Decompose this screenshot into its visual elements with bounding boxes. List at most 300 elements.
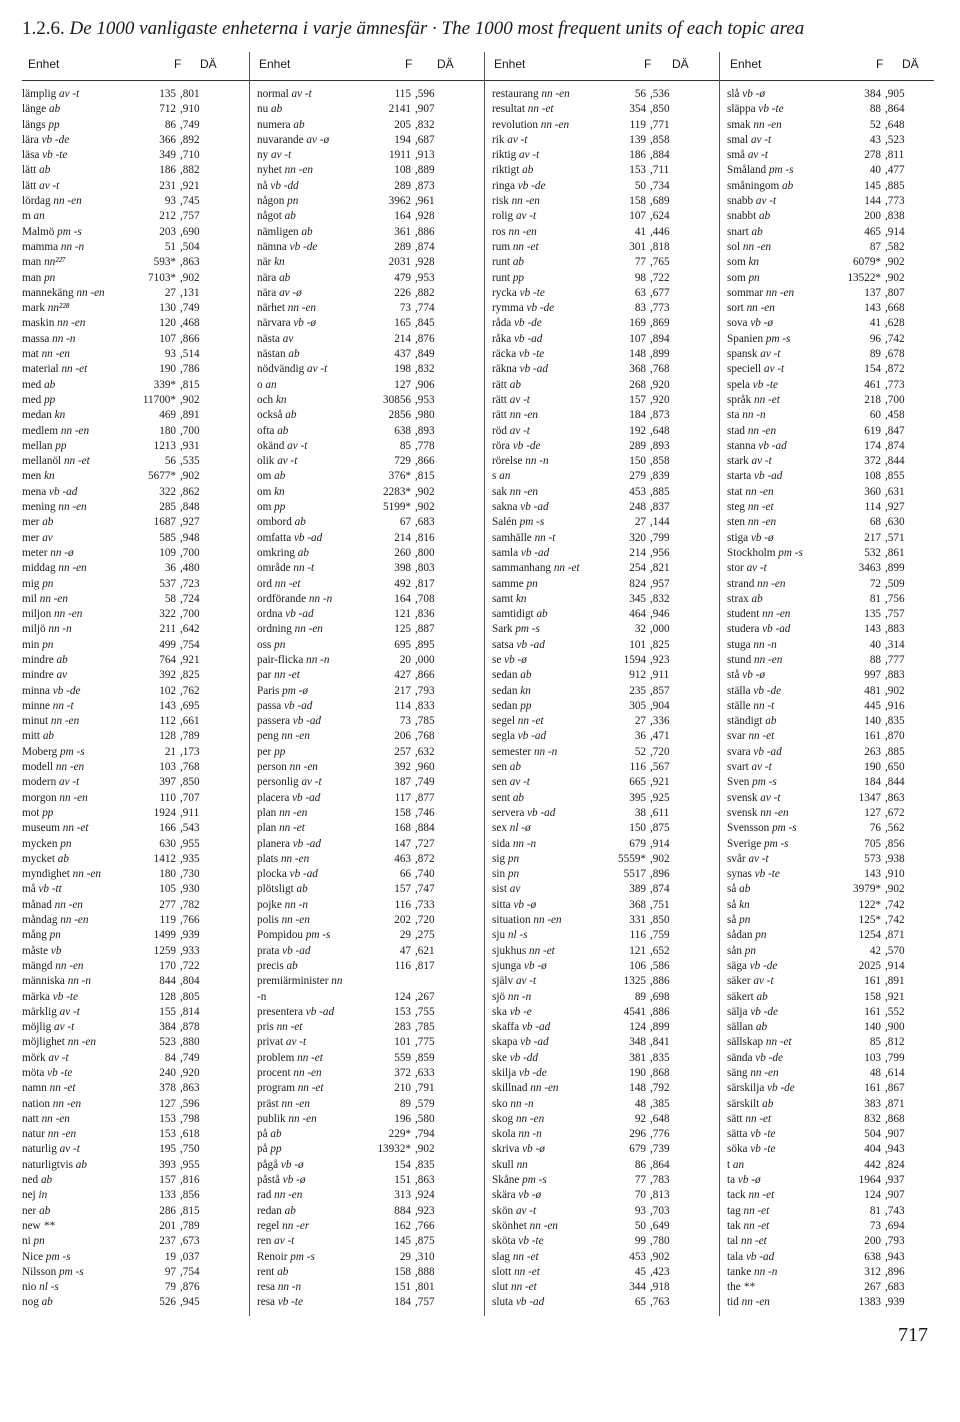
- entry-word: [257, 561, 314, 576]
- list-item: [492, 1280, 712, 1295]
- entry-pos: nn -n: [512, 837, 537, 850]
- entry-lemma: sent: [492, 791, 511, 804]
- entry-word: [257, 592, 332, 607]
- entry-frequency: 153: [159, 1128, 176, 1141]
- entry-frequency: 301: [629, 240, 646, 253]
- list-item: [257, 378, 477, 393]
- entry-pos: vb -ad: [292, 837, 321, 850]
- entry-word: [22, 485, 77, 500]
- entry-dispersion: ,173: [180, 745, 200, 758]
- entry-word: [727, 729, 774, 744]
- entry-pos: vb -te: [518, 1235, 544, 1248]
- list-item: [257, 745, 477, 760]
- entry-pos: av: [42, 531, 53, 544]
- entry-lemma: ta: [727, 1174, 736, 1187]
- entry-word: [492, 500, 549, 515]
- entry-lemma: par: [257, 669, 272, 682]
- entry-word: [22, 454, 90, 469]
- list-item: [22, 1204, 242, 1219]
- entry-pos: vb -ad: [285, 608, 314, 621]
- entry-lemma: något: [257, 210, 282, 223]
- entry-dispersion: ,832: [415, 118, 435, 131]
- entry-word: [492, 852, 519, 867]
- entry-dispersion: ,509: [885, 577, 905, 590]
- entry-word: [257, 546, 309, 561]
- entry-word: [727, 133, 771, 148]
- entry-frequency: 844: [159, 975, 176, 988]
- entry-lemma: resultat: [492, 103, 525, 116]
- entry-word: [492, 561, 580, 576]
- list-item: [727, 546, 947, 561]
- entry-pos: ab: [284, 210, 296, 223]
- entry-lemma: röd: [492, 424, 507, 437]
- column-divider: [719, 52, 720, 1316]
- list-item: [22, 301, 242, 316]
- list-item: [257, 362, 477, 377]
- entry-dispersion: ,935: [180, 852, 200, 865]
- list-item: [22, 745, 242, 760]
- entry-pos: nn -en: [60, 424, 90, 437]
- list-item: [257, 974, 477, 989]
- entry-dispersion: ,884: [415, 822, 435, 835]
- list-item: [257, 1234, 477, 1249]
- list-item: [727, 944, 947, 959]
- list-item: [22, 1219, 242, 1234]
- entry-word: [492, 882, 520, 897]
- entry-word: [492, 1020, 550, 1035]
- entry-lemma: så: [727, 883, 737, 896]
- entry-dispersion: ,871: [885, 1097, 905, 1110]
- list-item: [727, 1112, 947, 1127]
- list-item: [22, 699, 242, 714]
- entry-pos: kn: [748, 256, 760, 269]
- entry-pos: nn -en: [55, 761, 85, 774]
- entry-dispersion: ,873: [415, 179, 435, 192]
- entry-pos: vb -ø: [750, 317, 773, 330]
- entry-frequency: 124: [629, 1021, 646, 1034]
- list-item: [727, 653, 947, 668]
- list-item: [492, 1097, 712, 1112]
- entry-frequency: 360: [864, 485, 881, 498]
- entry-lemma: Paris: [257, 684, 280, 697]
- list-item: [257, 1097, 477, 1112]
- entry-pos: vb -te: [750, 1128, 776, 1141]
- entry-dispersion: ,872: [885, 363, 905, 376]
- entry-word: [22, 531, 53, 546]
- entry-lemma: per: [257, 745, 272, 758]
- entry-pos: ab: [270, 103, 283, 116]
- entry-frequency: 99: [634, 1235, 646, 1248]
- entry-frequency: 523: [159, 1036, 176, 1049]
- entry-pos: ab: [274, 470, 286, 483]
- entry-frequency: 211: [159, 623, 176, 636]
- entry-frequency: 481: [864, 684, 881, 697]
- entry-dispersion: ,000: [415, 653, 435, 666]
- entry-pos: av -t: [515, 1204, 537, 1217]
- entry-pos: nn -en: [50, 715, 80, 728]
- entry-frequency: 339*: [153, 378, 176, 391]
- entry-dispersion: ,762: [180, 684, 200, 697]
- list-item: [727, 500, 947, 515]
- entry-pos: an: [732, 1158, 745, 1171]
- entry-word: [492, 684, 531, 699]
- entry-lemma: mörk: [22, 1051, 46, 1064]
- entry-word: [727, 194, 776, 209]
- entry-pos: nn -n: [60, 240, 85, 253]
- entry-word: [22, 852, 69, 867]
- entry-frequency: 372: [864, 455, 881, 468]
- entry-word: [727, 775, 777, 790]
- entry-pos: vb -te: [277, 1296, 303, 1309]
- entry-pos: pn: [60, 837, 72, 850]
- list-item: [257, 454, 477, 469]
- entry-word: [257, 668, 300, 683]
- entry-frequency: 729: [394, 455, 411, 468]
- entry-word: [727, 347, 780, 362]
- entry-word: [22, 515, 53, 530]
- entry-dispersion: ,804: [180, 975, 200, 988]
- entry-word: [492, 87, 570, 102]
- list-item: [492, 179, 712, 194]
- entry-word: [727, 393, 780, 408]
- entry-word: [257, 179, 299, 194]
- entry-word: [727, 898, 750, 913]
- entry-lemma: ny: [257, 149, 269, 162]
- list-item: [257, 1158, 477, 1173]
- entry-frequency: 119: [629, 118, 646, 131]
- entry-pos: pp: [48, 118, 60, 131]
- entry-pos: ab: [755, 1021, 768, 1034]
- entry-lemma: ner: [22, 1204, 37, 1217]
- entry-pos: av -t: [48, 1051, 69, 1064]
- entry-lemma: räkna: [492, 363, 517, 376]
- entry-pos: ab: [57, 852, 69, 865]
- entry-lemma: numera: [257, 118, 291, 131]
- entry-word: [257, 286, 302, 301]
- entry-word: [492, 653, 527, 668]
- entry-pos: av -t: [277, 455, 298, 468]
- entry-lemma: Salén: [492, 516, 517, 529]
- entry-word: [257, 898, 308, 913]
- entry-dispersion: ,745: [180, 195, 200, 208]
- entry-dispersion: ,582: [885, 240, 905, 253]
- entry-lemma: omfatta: [257, 531, 292, 544]
- entry-frequency: 260: [394, 546, 411, 559]
- entry-dispersion: ,905: [885, 88, 905, 100]
- entry-pos: nn -en: [741, 1296, 770, 1309]
- list-item: [492, 531, 712, 546]
- list-item: [22, 454, 242, 469]
- entry-dispersion: ,980: [415, 409, 435, 422]
- entry-dispersion: ,832: [650, 592, 670, 605]
- entry-dispersion: ,723: [180, 577, 200, 590]
- entry-lemma: presentera: [257, 1005, 303, 1018]
- entry-word: [257, 760, 318, 775]
- entry-word: [257, 1127, 282, 1142]
- entry-lemma: plocka: [257, 868, 287, 881]
- entry-word: [22, 255, 66, 270]
- entry-dispersion: ,883: [885, 623, 905, 636]
- entry-pos: vb -ø: [504, 653, 527, 666]
- entry-word: [257, 531, 322, 546]
- entry-dispersion: ,570: [885, 944, 905, 957]
- list-item: [257, 867, 477, 882]
- list-item: [22, 1005, 242, 1020]
- entry-word: [492, 714, 544, 729]
- entry-frequency: 102: [159, 684, 176, 697]
- entry-pos: nn -en: [509, 485, 538, 498]
- entry-dispersion: ,859: [415, 1051, 435, 1064]
- entry-pos: av -t: [270, 149, 292, 162]
- entry-dispersion: ,614: [885, 1067, 905, 1079]
- entry-dispersion: ,742: [885, 332, 905, 345]
- entry-word: [257, 118, 305, 133]
- entry-word: [727, 1112, 771, 1127]
- entry-frequency: 121: [629, 944, 646, 957]
- entry-frequency: 161: [864, 1005, 881, 1018]
- entry-lemma: sjukhus: [492, 944, 527, 957]
- entry-frequency: 372: [394, 1067, 411, 1079]
- entry-frequency: 106: [629, 959, 646, 972]
- entry-lemma: och: [257, 393, 274, 406]
- header-da: DÄ: [902, 57, 919, 71]
- entry-lemma: person: [257, 761, 287, 774]
- entry-pos: vb -ad: [293, 531, 323, 544]
- entry-frequency: 103: [159, 761, 176, 774]
- entry-dispersion: ,866: [180, 332, 200, 345]
- entry-word: [257, 454, 297, 469]
- entry-frequency: 96: [869, 332, 881, 345]
- entry-word: [727, 1066, 779, 1081]
- entry-frequency: 196: [394, 1112, 411, 1125]
- entry-word: [492, 469, 510, 484]
- entry-pos: pm -s: [515, 623, 540, 636]
- entry-frequency: 376*: [388, 470, 411, 483]
- entry-pos: nn -t: [534, 531, 556, 544]
- list-item: [492, 1081, 712, 1096]
- list-item: [257, 148, 477, 163]
- entry-word: [492, 286, 545, 301]
- entry-word: [727, 1234, 767, 1249]
- entry-frequency: 86: [164, 118, 176, 131]
- entry-dispersion: ,856: [885, 837, 905, 850]
- entry-word: [492, 1158, 528, 1173]
- entry-frequency: 157: [394, 883, 411, 896]
- entry-word: [22, 163, 50, 178]
- entry-dispersion: ,703: [650, 1204, 670, 1217]
- entry-frequency: 322: [159, 608, 176, 621]
- entry-frequency: 1259: [153, 944, 176, 957]
- entry-dispersion: ,801: [180, 88, 200, 100]
- header-unit: Enhet: [494, 57, 526, 71]
- entry-pos: ab: [284, 1204, 296, 1217]
- entry-frequency: 47: [399, 944, 411, 957]
- entry-lemma: semester: [492, 745, 532, 758]
- entry-word: [492, 729, 546, 744]
- list-item: [257, 255, 477, 270]
- entry-dispersion: ,946: [650, 608, 670, 621]
- entry-dispersion: ,943: [885, 1143, 905, 1156]
- list-item: [727, 561, 947, 576]
- entry-lemma: mindre: [22, 653, 54, 666]
- entry-pos: nn -n: [67, 975, 91, 988]
- entry-pos: vb -ad: [758, 439, 787, 452]
- list-item: [727, 638, 947, 653]
- entry-pos: av -t: [507, 133, 528, 146]
- entry-word: [727, 837, 789, 852]
- entry-word: [492, 1081, 559, 1096]
- entry-frequency: 66: [399, 868, 411, 881]
- entry-word: [727, 1173, 761, 1188]
- list-item: [492, 928, 712, 943]
- entry-lemma: risk: [492, 195, 509, 208]
- entry-dispersion: ,458: [885, 409, 905, 422]
- entry-frequency: 257: [394, 745, 411, 758]
- list-item: [257, 225, 477, 240]
- entry-pos: ab: [296, 883, 308, 896]
- entry-lemma: som: [727, 271, 746, 284]
- entry-word: [22, 271, 55, 286]
- list-item: [22, 668, 242, 683]
- entry-pos: an: [499, 470, 511, 483]
- entry-frequency: 73: [399, 715, 411, 728]
- list-item: [727, 194, 947, 209]
- entry-dispersion: ,780: [650, 1235, 670, 1248]
- entry-word: [492, 378, 521, 393]
- entry-word: [257, 332, 293, 347]
- entry-dispersion: ,708: [415, 592, 435, 605]
- entry-word: [22, 102, 60, 117]
- list-item: [257, 179, 477, 194]
- entry-frequency: 89: [869, 348, 881, 361]
- entry-dispersion: ,800: [415, 546, 435, 559]
- entry-frequency: 151: [394, 1281, 411, 1294]
- entry-dispersion: ,885: [885, 179, 905, 192]
- entry-lemma: säng: [727, 1067, 748, 1079]
- entry-frequency: 50: [634, 179, 646, 192]
- entry-lemma: måndag: [22, 914, 58, 927]
- entry-lemma: svara: [727, 745, 751, 758]
- entry-dispersion: ,673: [180, 1235, 200, 1248]
- list-item: [257, 1051, 477, 1066]
- entry-pos: nn -et: [748, 1189, 775, 1202]
- entry-pos: nn -n: [533, 745, 558, 758]
- list-item: [492, 286, 712, 301]
- entry-dispersion: ,812: [885, 1036, 905, 1049]
- entry-word: [22, 607, 82, 622]
- entry-word: [727, 638, 777, 653]
- entry-word: [22, 882, 62, 897]
- entry-dispersion: ,144: [650, 516, 670, 529]
- entry-frequency: 2856: [388, 409, 411, 422]
- list-item: [727, 1295, 947, 1310]
- entry-word: [492, 531, 555, 546]
- entry-pos: nn -n: [742, 409, 766, 422]
- list-item: [22, 1234, 242, 1249]
- entry-frequency: 79: [164, 1281, 176, 1294]
- entry-frequency: 187: [394, 776, 411, 789]
- entry-lemma: skapa: [492, 1036, 518, 1049]
- entry-pos: vb -ø: [742, 669, 765, 682]
- entry-word: [727, 699, 774, 714]
- header-f: F: [174, 57, 182, 71]
- entry-frequency: 630: [159, 837, 176, 850]
- entry-pos: nn -en: [54, 898, 83, 911]
- entry-dispersion: ,887: [415, 623, 435, 636]
- entry-lemma: rycka: [492, 286, 517, 299]
- entry-frequency: 679: [629, 837, 646, 850]
- entry-word: [492, 408, 538, 423]
- entry-lemma: Småland: [727, 164, 767, 177]
- entry-word: [727, 500, 774, 515]
- entry-lemma: strand: [727, 577, 755, 590]
- entry-lemma: natur: [22, 1128, 45, 1141]
- list-item: [257, 699, 477, 714]
- entry-frequency: 331: [629, 914, 646, 927]
- entry-dispersion: ,690: [180, 225, 200, 238]
- entry-dispersion: ,751: [650, 898, 670, 911]
- entry-lemma: premiärminister: [257, 975, 329, 988]
- entry-dispersion: ,815: [415, 470, 435, 483]
- entry-pos: vb -ad: [305, 1005, 335, 1018]
- entry-word: [492, 577, 538, 592]
- list-item: [22, 408, 242, 423]
- entry-dispersion: ,749: [180, 1051, 200, 1064]
- entry-dispersion: ,468: [180, 317, 200, 330]
- entry-pos: vb: [50, 944, 62, 957]
- entry-lemma: råka: [492, 332, 512, 345]
- entry-pos: nn -et: [279, 822, 305, 835]
- entry-dispersion: ,910: [885, 868, 905, 881]
- list-item: [22, 439, 242, 454]
- entry-lemma: sakna: [492, 501, 518, 514]
- list-item: [727, 332, 947, 347]
- entry-lemma: pojke: [257, 898, 282, 911]
- entry-pos: nn -en: [540, 118, 570, 131]
- entry-frequency: 128: [159, 990, 176, 1003]
- entry-frequency: 153: [394, 1005, 411, 1018]
- entry-pos: av -t: [753, 975, 774, 988]
- entry-lemma: skog: [492, 1112, 514, 1125]
- entry-word: [727, 87, 765, 102]
- entry-frequency: 81: [869, 1204, 881, 1217]
- entry-dispersion: ,000: [650, 623, 670, 636]
- list-item: [22, 1035, 242, 1050]
- entry-pos: ab: [42, 730, 55, 743]
- entry-pos: vb -ø: [742, 88, 765, 100]
- entry-word: [492, 1250, 539, 1265]
- entry-dispersion: ,747: [415, 883, 435, 896]
- entry-pos: ab: [39, 164, 51, 177]
- entry-pos: nn -en: [280, 852, 310, 865]
- entry-frequency: 461: [864, 378, 881, 391]
- list-item: [727, 424, 947, 439]
- list-item: [22, 133, 242, 148]
- entry-frequency: 184: [629, 409, 646, 422]
- entry-pos: nn -en: [288, 1112, 317, 1125]
- entry-lemma: namn: [22, 1082, 47, 1095]
- entry-dispersion: ,956: [650, 546, 670, 559]
- list-item: [257, 806, 477, 821]
- entry-pos: pn: [507, 868, 520, 881]
- entry-lemma: morgon: [22, 791, 57, 804]
- entry-word: [22, 332, 75, 347]
- list-item: [492, 791, 712, 806]
- entry-word: [257, 271, 290, 286]
- list-item: [257, 439, 477, 454]
- entry-pos: pp: [44, 393, 56, 406]
- entry-dispersion: ,883: [885, 669, 905, 682]
